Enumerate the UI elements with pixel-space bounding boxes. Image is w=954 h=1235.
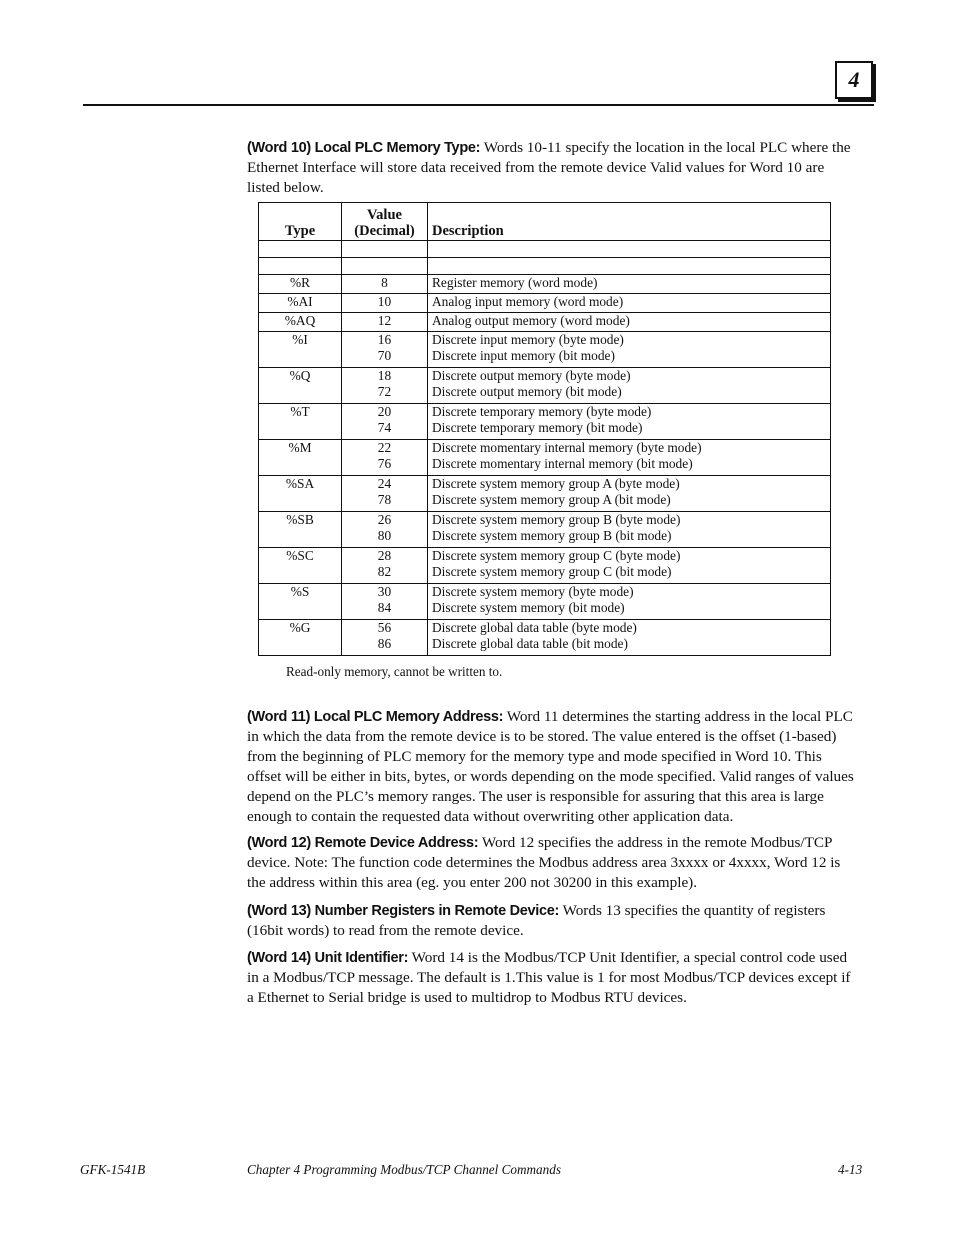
cell-type: %SA — [259, 476, 342, 512]
table-row — [259, 313, 831, 332]
cell-type: %I — [259, 332, 342, 368]
header-type: Type — [259, 203, 342, 241]
table-row — [259, 584, 831, 620]
value-line: 16 — [377, 332, 392, 347]
value-line: 18 — [377, 368, 392, 383]
cell-value — [342, 512, 428, 548]
cell-description — [428, 294, 831, 313]
description-line: Discrete system memory group A (bit mode) — [432, 492, 671, 507]
description-line: Discrete temporary memory (byte mode) — [432, 404, 652, 419]
chapter-number-box — [835, 61, 873, 99]
value-line: 56 — [377, 620, 392, 635]
description-line: Discrete system memory group B (bit mode) — [432, 528, 672, 543]
cell-description — [428, 368, 831, 404]
cell-description — [428, 584, 831, 620]
cell-description — [428, 332, 831, 368]
table-note: Read-only memory, cannot be written to. — [286, 664, 503, 679]
cell-description — [428, 440, 831, 476]
section-heading: (Word 12) Remote Device Address: — [247, 835, 479, 851]
value-line: 30 — [377, 584, 392, 599]
section-word11 — [247, 707, 859, 827]
section-heading: (Word 14) Unit Identifier: — [247, 950, 409, 966]
description-line: Discrete output memory (bit mode) — [432, 384, 622, 399]
table-row — [259, 368, 831, 404]
cell-description — [428, 512, 831, 548]
cell-type: %SB — [259, 512, 342, 548]
section-word13 — [247, 901, 859, 941]
section-text: Word 11 determines the starting address in the local PLC in which the data from the remote device is to be stored. The value entered is the offset (1-based) from the beginning of PLC memory for the memory type and mode specified in Word 10. This offset will be either in bits, bytes, or words depending on the mode specified. Valid ranges of values depend on the PLC’s memory ranges. The user is responsible for assuring that this area is large enough to contain the requested data without overwriting other application data. — [247, 708, 854, 825]
description-line: Discrete temporary memory (bit mode) — [432, 420, 643, 435]
cell-value — [342, 404, 428, 440]
description-line: Discrete system memory group A (byte mode) — [432, 476, 680, 491]
cell-value — [342, 313, 428, 332]
description-line: Discrete input memory (bit mode) — [432, 348, 615, 363]
cell-type: %T — [259, 404, 342, 440]
value-line: 82 — [377, 564, 392, 579]
description-line: Analog output memory (word mode) — [432, 313, 630, 328]
table-row — [259, 294, 831, 313]
table-row — [259, 476, 831, 512]
value-line: 20 — [377, 404, 392, 419]
cell-description — [428, 404, 831, 440]
cell-description — [428, 620, 831, 656]
cell-type: %Q — [259, 368, 342, 404]
section-word10 — [247, 138, 859, 198]
section-heading: (Word 11) Local PLC Memory Address: — [247, 709, 504, 725]
cell-value — [342, 620, 428, 656]
table-row — [259, 404, 831, 440]
description-line: Discrete system memory group B (byte mode) — [432, 512, 681, 527]
value-line: 78 — [377, 492, 392, 507]
section-text: Word 14 is the Modbus/TCP Unit Identifier, a special control code used in a Modbus/TCP message. The default is 1.This value is 1 for most Modbus/TCP devices except if a Ethernet to Serial bridge is used to multidrop to Modbus RTU devices. — [247, 949, 851, 1006]
footer-chapter-title: Chapter 4 Programming Modbus/TCP Channel Commands — [247, 1162, 561, 1177]
description-line: Discrete output memory (byte mode) — [432, 368, 631, 383]
description-line: Analog input memory (word mode) — [432, 294, 624, 309]
value-line: 84 — [377, 600, 392, 615]
cell-description — [428, 476, 831, 512]
cell-type: %S — [259, 584, 342, 620]
cell-description — [428, 313, 831, 332]
blank-row — [259, 241, 831, 258]
value-line: 72 — [377, 384, 392, 399]
value-line: 80 — [377, 528, 392, 543]
cell-value — [342, 294, 428, 313]
cell-description — [428, 548, 831, 584]
header-value: Value (Decimal) — [342, 203, 428, 241]
description-line: Discrete system memory group C (byte mode) — [432, 548, 681, 563]
description-line: Discrete system memory (byte mode) — [432, 584, 634, 599]
value-line: 26 — [377, 512, 392, 527]
cell-value — [342, 332, 428, 368]
cell-type: %AI — [259, 294, 342, 313]
description-line: Discrete global data table (bit mode) — [432, 636, 628, 651]
table-row — [259, 548, 831, 584]
description-line: Discrete momentary internal memory (byte mode) — [432, 440, 702, 455]
header-rule — [83, 104, 874, 106]
cell-type: %R — [259, 275, 342, 294]
description-line: Discrete global data table (byte mode) — [432, 620, 637, 635]
section-heading: (Word 10) Local PLC Memory Type: — [247, 140, 481, 156]
cell-value — [342, 584, 428, 620]
chapter-number: 4 — [848, 67, 860, 92]
cell-description — [428, 275, 831, 294]
description-line: Discrete system memory group C (bit mode) — [432, 564, 672, 579]
value-line: 12 — [377, 313, 392, 328]
value-line: 70 — [377, 348, 392, 363]
cell-type: %G — [259, 620, 342, 656]
section-word12 — [247, 833, 859, 893]
blank-row — [259, 258, 831, 275]
section-word14 — [247, 948, 859, 1008]
table-row — [259, 332, 831, 368]
value-line: 24 — [377, 476, 392, 491]
cell-value — [342, 275, 428, 294]
description-line: Discrete system memory (bit mode) — [432, 600, 625, 615]
cell-type: %M — [259, 440, 342, 476]
description-line: Register memory (word mode) — [432, 275, 598, 290]
cell-type: %AQ — [259, 313, 342, 332]
value-line: 10 — [377, 294, 392, 309]
table-row — [259, 440, 831, 476]
cell-value — [342, 548, 428, 584]
value-line: 76 — [377, 456, 392, 471]
table-row — [259, 512, 831, 548]
value-line: 86 — [377, 636, 392, 651]
table-row — [259, 620, 831, 656]
section-text: Words 10-11 specify the location in the local PLC where the Ethernet Interface will store data received from the remote device Valid values for Word 10 are listed below. — [247, 139, 851, 196]
memory-type-table — [258, 202, 831, 656]
cell-value — [342, 440, 428, 476]
header-description: Description — [428, 203, 831, 241]
footer-doc-id: GFK-1541B — [80, 1162, 146, 1177]
section-heading: (Word 13) Number Registers in Remote Device: — [247, 903, 560, 919]
cell-type: %SC — [259, 548, 342, 584]
section-text: Words 13 specifies the quantity of registers (16bit words) to read from the remote device. — [247, 902, 826, 939]
description-line: Discrete momentary internal memory (bit mode) — [432, 456, 693, 471]
description-line: Discrete input memory (byte mode) — [432, 332, 624, 347]
cell-value — [342, 368, 428, 404]
value-line: 8 — [381, 275, 388, 290]
value-line: 74 — [377, 420, 392, 435]
footer-page-number: 4-13 — [838, 1162, 863, 1177]
section-text: Word 12 specifies the address in the remote Modbus/TCP device. Note: The function code determines the Modbus address area 3xxxx or 4xxxx, Word 12 is the address within this area (eg. you enter 200 not 30200 in this example). — [247, 834, 841, 891]
table-row — [259, 275, 831, 294]
value-line: 22 — [377, 440, 392, 455]
cell-value — [342, 476, 428, 512]
value-line: 28 — [377, 548, 392, 563]
